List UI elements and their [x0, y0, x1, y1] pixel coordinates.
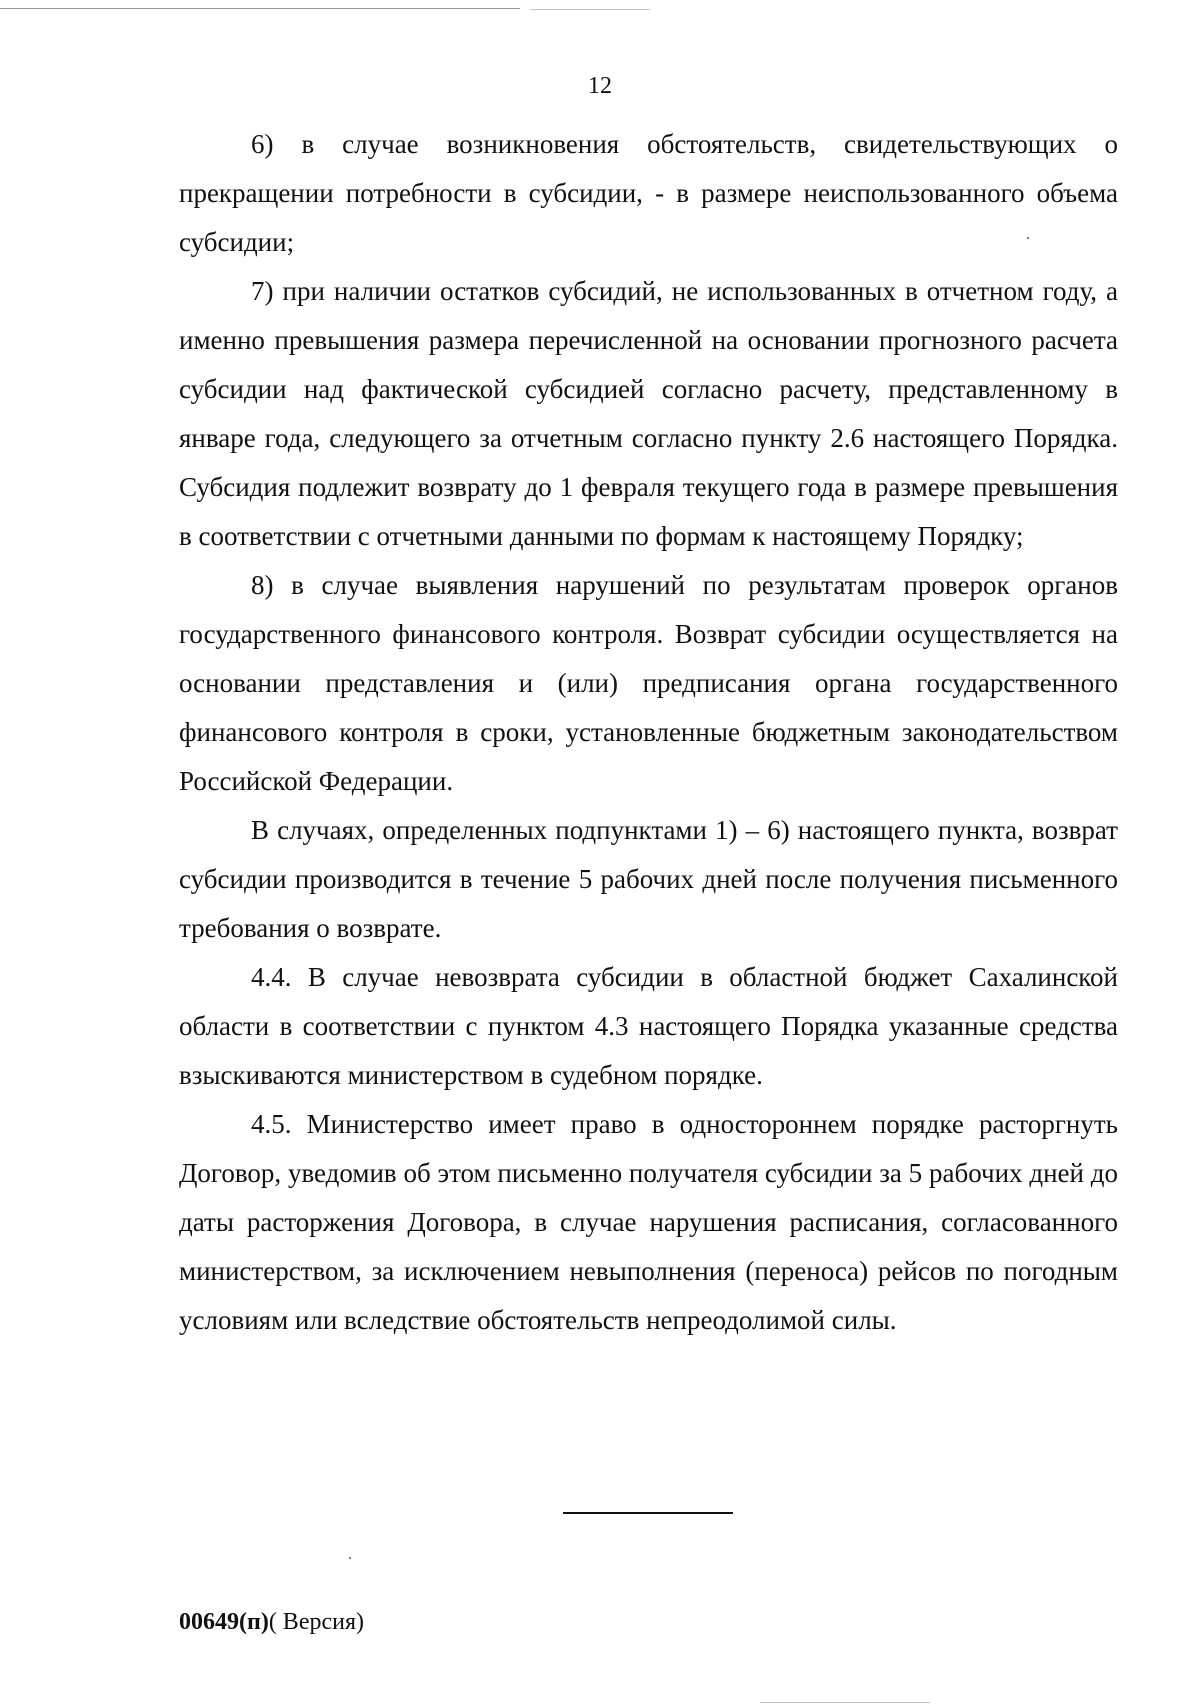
paragraph-return-terms: В случаях, определенных подпунктами 1) – 6) настоящего пункта, возврат субсидии производится в течение 5 рабочих дней после получения письменного требования о возврате. — [179, 815, 1118, 943]
footer-document-code — [179, 1607, 364, 1637]
paragraph-item-7: 7) при наличии остатков субсидий, не использованных в отчетном году, а именно превышения размера перечисленной на основании прогнозного расчета субсидии над фактической субсидией согласно расчету, представленному в январе года, следующего за отчетным согласно пункту 2.6 настоящего Порядка. Субсидия подлежит возврату до 1 февраля текущего года в размере превышения в соответствии с отчетными данными по формам к настоящему Порядку; — [179, 276, 1118, 551]
paragraph-4-4: 4.4. В случае невозврата субсидии в областной бюджет Сахалинской области в соответствии с пунктом 4.3 настоящего Порядка указанные средства взыскиваются министерством в судебном порядке. — [179, 962, 1118, 1090]
document-body — [179, 120, 1118, 1345]
scan-edge-line — [0, 8, 520, 9]
paragraph-item-6: 6) в случае возникновения обстоятельств, свидетельствующих о прекращении потребности в субсидии, - в размере неиспользованного объема субсидии; — [179, 129, 1118, 257]
scan-edge-line — [760, 1702, 930, 1703]
scan-edge-line — [530, 9, 650, 10]
doc-code: 00649(п) — [179, 1609, 269, 1635]
version-label: ( Версия) — [268, 1609, 364, 1635]
paragraph-item-8: 8) в случае выявления нарушений по результатам проверок органов государственного финансового контроля. Возврат субсидии осуществляется на основании представления и (или) предписания органа государственного финансового контроля в сроки, установленные бюджетным законодательством Российской Федерации. — [179, 570, 1118, 796]
paragraph-4-5: 4.5. Министерство имеет право в одностороннем порядке расторгнуть Договор, уведомив об этом письменно получателя субсидии за 5 рабочих дней до даты расторжения Договора, в случае нарушения расписания, согласованного министерством, за исключением невыполнения (переноса) рейсов по погодным условиям или вследствие обстоятельств непреодолимой силы. — [179, 1109, 1118, 1335]
page-number: 12 — [588, 73, 612, 99]
end-separator-line — [563, 1512, 733, 1514]
scan-speck — [1027, 237, 1029, 239]
scan-speck — [349, 1557, 351, 1559]
